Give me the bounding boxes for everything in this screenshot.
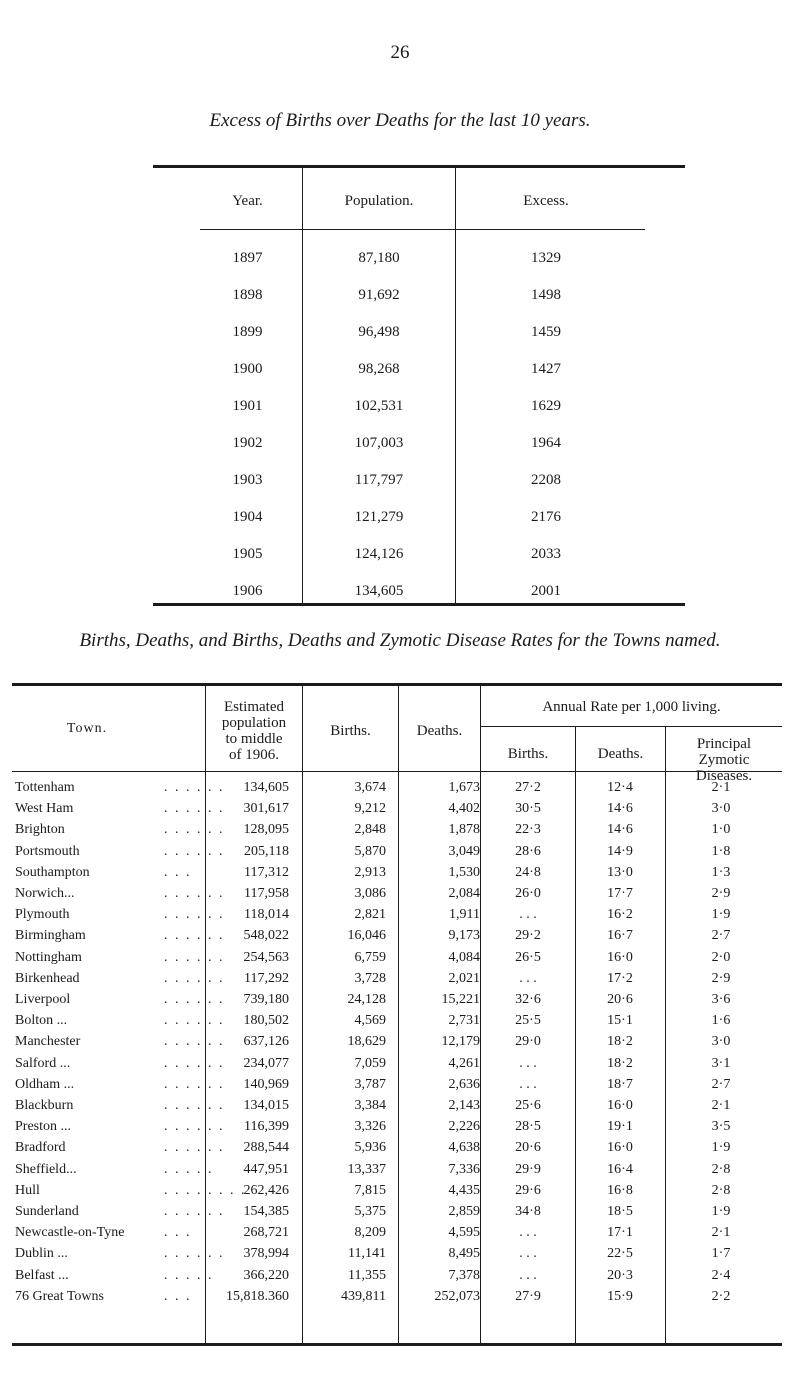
cell-town: Salford ... [15, 1055, 71, 1071]
cell-births: 7,815 [354, 1182, 386, 1198]
cell-town: Oldham ... [15, 1076, 75, 1092]
cell-birth-rate: 28·6 [515, 843, 541, 859]
cell-birth-rate: . . . [519, 1076, 537, 1092]
cell-birth-rate: 29·2 [515, 928, 541, 944]
cell-town: Southampton [15, 864, 90, 880]
table-row [12, 1139, 782, 1156]
table-row [12, 864, 782, 881]
cell-leader: . . . . . . [164, 970, 225, 986]
cell-birth-rate: . . . [519, 1055, 537, 1071]
cell-town: Belfast ... [15, 1267, 69, 1283]
excess-population-cell: 107,003 [354, 435, 404, 451]
cell-zymotic-rate: 2·9 [711, 970, 731, 986]
cell-leader: . . . . . . [164, 1055, 225, 1071]
excess-excess-cell: 2001 [531, 583, 561, 599]
cell-death-rate: 16·0 [607, 949, 633, 965]
cell-population: 118,014 [244, 907, 289, 923]
header-town: Town. [66, 721, 108, 736]
excess-excess-cell: 1498 [531, 287, 561, 303]
cell-population: 366,220 [243, 1267, 289, 1283]
table-rule [200, 229, 645, 230]
cell-deaths: 2,084 [448, 886, 480, 901]
excess-excess-cell: 1459 [531, 324, 561, 340]
table-row [12, 821, 782, 838]
cell-town: Sunderland [15, 1204, 79, 1219]
cell-death-rate: 14·9 [607, 843, 633, 859]
cell-town: Bradford [15, 1140, 66, 1156]
cell-death-rate: 16·0 [607, 1140, 633, 1156]
excess-population-cell: 121,279 [354, 509, 404, 525]
rates-table [12, 683, 782, 1363]
cell-deaths: 1,911 [449, 907, 480, 923]
cell-zymotic-rate: 1·7 [711, 1246, 731, 1262]
cell-deaths: 2,143 [448, 1098, 480, 1113]
table-row [12, 800, 782, 817]
cell-zymotic-rate: 2·8 [711, 1161, 731, 1177]
cell-leader: . . . . . . [164, 780, 225, 795]
cell-town: West Ham [15, 801, 74, 817]
cell-birth-rate: . . . [519, 907, 537, 923]
cell-births: 9,212 [354, 801, 386, 817]
table-row [12, 1182, 782, 1199]
cell-deaths: 7,336 [448, 1161, 480, 1177]
cell-zymotic-rate: 1·6 [711, 1013, 731, 1029]
cell-zymotic-rate: 1·3 [711, 864, 731, 880]
cell-deaths: 4,638 [448, 1140, 480, 1156]
cell-zymotic-rate: 3·5 [711, 1119, 731, 1135]
cell-deaths: 9,173 [448, 928, 480, 944]
cell-death-rate: 18·7 [607, 1076, 633, 1092]
cell-deaths: 1,530 [448, 864, 480, 880]
cell-deaths: 4,261 [448, 1055, 480, 1071]
cell-death-rate: 16·8 [607, 1182, 633, 1198]
cell-death-rate: 13·0 [607, 864, 633, 880]
table-row [12, 1118, 782, 1135]
table-row [12, 1161, 782, 1178]
excess-population-cell: 134,605 [354, 583, 404, 599]
cell-population: 140,969 [243, 1076, 289, 1092]
cell-deaths: 2,226 [448, 1119, 480, 1135]
cell-town: Norwich... [15, 886, 75, 901]
cell-leader: . . . . . . [164, 801, 225, 817]
cell-births: 3,326 [354, 1119, 386, 1135]
table-rule [12, 1343, 782, 1346]
header-deaths: Deaths. [416, 723, 463, 739]
excess-excess-cell: 1964 [531, 435, 561, 451]
header-zymotic-line: Principal [696, 736, 752, 752]
excess-excess-cell: 1427 [531, 361, 561, 377]
table-rule [480, 726, 782, 727]
cell-deaths: 2,731 [448, 1013, 480, 1029]
cell-death-rate: 17·2 [607, 970, 633, 986]
table-row [12, 1288, 782, 1305]
cell-leader: . . . . . . [164, 1076, 225, 1092]
cell-population: 262,426 [243, 1182, 289, 1198]
cell-deaths: 7,378 [448, 1267, 480, 1283]
cell-zymotic-rate: 1·9 [711, 907, 731, 923]
excess-excess-cell: 2176 [531, 509, 561, 525]
table-row [12, 885, 782, 902]
header-zymotic [666, 736, 782, 784]
header-zymotic-line: Diseases. [695, 768, 753, 784]
table-rule [153, 603, 685, 606]
cell-deaths: 3,049 [448, 843, 480, 859]
cell-births: 13,337 [347, 1161, 386, 1177]
cell-leader: . . . . . . [164, 1246, 225, 1262]
cell-births: 3,086 [354, 886, 386, 901]
cell-deaths: 1,673 [448, 780, 480, 795]
cell-town: Sheffield... [15, 1161, 77, 1177]
cell-birth-rate: 30·5 [515, 801, 541, 817]
table-row [12, 906, 782, 923]
excess-population-cell: 124,126 [354, 546, 404, 562]
cell-births: 3,674 [354, 780, 386, 795]
cell-births: 11,355 [348, 1267, 386, 1283]
cell-zymotic-rate: 1·0 [711, 822, 731, 838]
cell-zymotic-rate: 2·1 [711, 1225, 731, 1241]
cell-births: 5,870 [354, 843, 386, 859]
cell-zymotic-rate: 2·7 [711, 1076, 731, 1092]
cell-births: 3,384 [354, 1098, 386, 1113]
cell-leader: . . . . . . [164, 992, 225, 1007]
cell-zymotic-rate: 3·1 [711, 1055, 731, 1071]
cell-death-rate: 16·0 [607, 1098, 633, 1113]
cell-population: 378,994 [243, 1246, 289, 1262]
cell-zymotic-rate: 2·8 [711, 1182, 731, 1198]
cell-leader: . . . . . . [164, 1204, 225, 1219]
table-row [12, 843, 782, 860]
table-row [12, 1267, 782, 1284]
cell-deaths: 4,595 [448, 1225, 480, 1241]
excess-year-cell: 1901 [232, 398, 263, 414]
cell-town: Portsmouth [15, 843, 80, 859]
table-row [12, 991, 782, 1008]
excess-excess-cell: 1629 [531, 398, 561, 414]
cell-leader: . . . . . . [164, 1140, 225, 1156]
cell-deaths: 4,435 [448, 1182, 480, 1198]
excess-excess-cell: 1329 [531, 250, 561, 266]
cell-birth-rate: . . . [519, 1267, 537, 1283]
cell-death-rate: 16·4 [607, 1161, 633, 1177]
excess-year-cell: 1902 [232, 435, 263, 451]
cell-births: 2,913 [354, 864, 386, 880]
cell-deaths: 2,021 [448, 970, 480, 986]
cell-birth-rate: 27·9 [515, 1288, 541, 1304]
excess-population-cell: 91,692 [358, 287, 400, 303]
cell-birth-rate: 20·6 [515, 1140, 541, 1156]
cell-births: 3,728 [354, 970, 386, 986]
cell-deaths: 4,084 [448, 949, 480, 965]
table-row [12, 1203, 782, 1220]
cell-birth-rate: 29·6 [515, 1182, 541, 1198]
cell-population: 234,077 [243, 1055, 289, 1071]
cell-town: Birkenhead [15, 970, 80, 986]
table-row [12, 779, 782, 796]
excess-population-cell: 98,268 [358, 361, 400, 377]
cell-death-rate: 17·1 [607, 1225, 633, 1241]
header-zymotic-line: Zymotic [698, 752, 750, 768]
cell-birth-rate: 24·8 [515, 864, 541, 880]
excess-excess-cell: 2033 [531, 546, 561, 562]
cell-town: Plymouth [15, 907, 70, 923]
cell-population: 205,118 [244, 843, 289, 859]
excess-year-cell: 1898 [232, 287, 263, 303]
excess-population-cell: 117,797 [354, 472, 404, 488]
rates-table-title: Births, Deaths, and Births, Deaths and Zymotic Disease Rates for the Towns named. [79, 630, 721, 651]
excess-year-cell: 1906 [232, 583, 263, 599]
cell-birth-rate: 25·5 [515, 1013, 541, 1029]
excess-population-cell: 87,180 [358, 250, 400, 266]
cell-births: 5,375 [354, 1204, 386, 1219]
cell-population: 548,022 [243, 928, 289, 944]
cell-births: 8,209 [354, 1225, 386, 1241]
header-population-line: population [221, 715, 287, 731]
cell-deaths: 2,859 [448, 1204, 480, 1219]
header-annual-rate: Annual Rate per 1,000 living. [542, 699, 721, 715]
cell-deaths: 1,878 [448, 822, 480, 838]
cell-zymotic-rate: 3·6 [711, 992, 731, 1007]
cell-town: Manchester [15, 1034, 81, 1050]
cell-population: 447,951 [243, 1161, 289, 1177]
cell-leader: . . . . . . [164, 907, 225, 923]
cell-town: 76 Great Towns [15, 1288, 104, 1304]
cell-leader: . . . . . . [164, 843, 225, 859]
header-rate-deaths: Deaths. [597, 746, 644, 762]
cell-leader: . . . . . . [164, 928, 225, 944]
cell-birth-rate: . . . [519, 1246, 537, 1262]
cell-zymotic-rate: 3·0 [711, 801, 731, 817]
excess-year-cell: 1900 [232, 361, 263, 377]
cell-births: 7,059 [354, 1055, 386, 1071]
cell-population: 739,180 [243, 992, 289, 1007]
cell-zymotic-rate: 2·7 [711, 928, 731, 944]
header-population: Population. [344, 193, 414, 209]
cell-zymotic-rate: 2·9 [711, 886, 731, 901]
excess-table [153, 165, 685, 665]
cell-population: 180,502 [243, 1013, 289, 1029]
cell-deaths: 15,221 [441, 992, 480, 1007]
table-rule [153, 165, 685, 168]
header-year: Year. [232, 193, 263, 209]
cell-town: Hull [15, 1182, 40, 1198]
cell-zymotic-rate: 2·1 [711, 780, 731, 795]
cell-births: 18,629 [347, 1034, 386, 1050]
cell-death-rate: 22·5 [607, 1246, 633, 1262]
header-excess: Excess. [523, 193, 569, 209]
cell-zymotic-rate: 2·0 [711, 949, 731, 965]
header-births: Births. [330, 723, 371, 739]
cell-death-rate: 16·7 [607, 928, 633, 944]
cell-town: Liverpool [15, 992, 71, 1007]
excess-excess-cell: 2208 [531, 472, 561, 488]
cell-leader: . . . . . . [164, 886, 225, 901]
cell-leader: . . . [164, 1225, 192, 1241]
cell-population: 254,563 [243, 949, 289, 965]
cell-leader: . . . . . . [164, 1013, 225, 1029]
cell-death-rate: 20·6 [607, 992, 633, 1007]
cell-death-rate: 12·4 [607, 780, 633, 795]
cell-death-rate: 17·7 [607, 886, 633, 901]
cell-deaths: 8,495 [448, 1246, 480, 1262]
cell-deaths: 4,402 [448, 801, 480, 817]
cell-zymotic-rate: 1·9 [711, 1204, 731, 1219]
cell-leader: . . . [164, 1288, 192, 1304]
cell-leader: . . . . . . [164, 1034, 225, 1050]
cell-town: Blackburn [15, 1098, 74, 1113]
cell-death-rate: 19·1 [607, 1119, 633, 1135]
cell-town: Birmingham [15, 928, 86, 944]
excess-year-cell: 1897 [232, 250, 263, 266]
cell-births: 2,848 [354, 822, 386, 838]
cell-leader: . . . . . [164, 1161, 214, 1177]
cell-leader: . . . . . . [164, 1098, 225, 1113]
cell-death-rate: 18·2 [607, 1055, 633, 1071]
table-rule [12, 683, 782, 686]
header-rate-births: Births. [507, 746, 549, 762]
cell-births: 439,811 [341, 1288, 386, 1304]
cell-zymotic-rate: 2·4 [711, 1267, 731, 1283]
cell-death-rate: 18·2 [607, 1034, 633, 1050]
cell-births: 24,128 [347, 992, 386, 1007]
cell-deaths: 12,179 [441, 1034, 480, 1050]
cell-town: Dublin ... [15, 1246, 68, 1262]
cell-zymotic-rate: 2·2 [711, 1288, 731, 1304]
cell-population: 637,126 [243, 1034, 289, 1050]
cell-leader: . . . . . . [164, 1119, 225, 1135]
cell-leader: . . . . . [164, 1267, 214, 1283]
cell-town: Preston ... [15, 1119, 71, 1135]
header-population-line: Estimated [224, 699, 284, 715]
cell-births: 4,569 [354, 1013, 386, 1029]
cell-deaths: 252,073 [434, 1288, 480, 1304]
cell-birth-rate: . . . [519, 1225, 537, 1241]
excess-table-title: Excess of Births over Deaths for the last 10 years. [209, 110, 591, 131]
excess-population-cell: 96,498 [358, 324, 400, 340]
cell-birth-rate: 34·8 [515, 1204, 541, 1219]
cell-births: 3,787 [354, 1076, 386, 1092]
cell-population: 117,312 [244, 864, 289, 880]
cell-birth-rate: 32·6 [515, 992, 541, 1007]
cell-death-rate: 15·1 [607, 1013, 633, 1029]
table-row [12, 1245, 782, 1262]
cell-zymotic-rate: 2·1 [711, 1098, 731, 1113]
table-row [12, 1033, 782, 1050]
cell-death-rate: 18·5 [607, 1204, 633, 1219]
cell-population: 128,095 [243, 822, 289, 838]
cell-births: 5,936 [354, 1140, 386, 1156]
column-divider [455, 168, 456, 603]
excess-year-cell: 1899 [232, 324, 263, 340]
cell-population: 154,385 [243, 1204, 289, 1219]
cell-births: 6,759 [354, 949, 386, 965]
cell-leader: . . . . . . [164, 949, 225, 965]
cell-town: Brighton [15, 822, 65, 838]
cell-town: Nottingham [15, 949, 82, 965]
cell-death-rate: 14·6 [607, 801, 633, 817]
cell-population: 117,958 [244, 886, 289, 901]
table-row [12, 1055, 782, 1072]
cell-death-rate: 16·2 [607, 907, 633, 923]
cell-birth-rate: 25·6 [515, 1098, 541, 1113]
excess-year-cell: 1904 [232, 509, 263, 525]
cell-population: 117,292 [244, 970, 289, 986]
cell-birth-rate: 29·0 [515, 1034, 541, 1050]
cell-population: 288,544 [243, 1140, 289, 1156]
cell-population: 134,015 [243, 1098, 289, 1113]
cell-birth-rate: . . . [519, 970, 537, 986]
table-row [12, 1076, 782, 1093]
cell-leader: . . . . . . . . [164, 1182, 247, 1198]
table-row [12, 949, 782, 966]
cell-death-rate: 14·6 [607, 822, 633, 838]
excess-population-cell: 102,531 [354, 398, 404, 414]
cell-birth-rate: 26·5 [515, 949, 541, 965]
excess-year-cell: 1903 [232, 472, 263, 488]
cell-population: 134,605 [243, 780, 289, 795]
cell-town: Bolton ... [15, 1013, 68, 1029]
cell-population: 268,721 [243, 1225, 289, 1241]
cell-birth-rate: 26·0 [515, 886, 541, 901]
header-population-line: to middle [225, 731, 283, 747]
header-population-line: of 1906. [229, 747, 279, 763]
cell-zymotic-rate: 1·9 [711, 1140, 731, 1156]
cell-birth-rate: 29·9 [515, 1161, 541, 1177]
cell-population: 301,617 [243, 801, 289, 817]
cell-zymotic-rate: 1·8 [711, 843, 731, 859]
cell-town: Newcastle-on-Tyne [15, 1225, 125, 1241]
cell-birth-rate: 22·3 [515, 822, 541, 838]
excess-year-cell: 1905 [232, 546, 263, 562]
page-number: 26 [390, 42, 410, 63]
table-row [12, 927, 782, 944]
cell-population: 116,399 [244, 1119, 289, 1135]
table-row [12, 970, 782, 987]
cell-town: Tottenham [15, 780, 75, 795]
table-row [12, 1012, 782, 1029]
cell-births: 11,141 [348, 1246, 386, 1262]
cell-leader: . . . [164, 864, 192, 880]
cell-births: 2,821 [354, 907, 386, 923]
cell-death-rate: 20·3 [607, 1267, 633, 1283]
cell-births: 16,046 [347, 928, 386, 944]
table-row [12, 1097, 782, 1114]
column-divider [302, 168, 303, 603]
cell-birth-rate: 28·5 [515, 1119, 541, 1135]
header-population [206, 699, 302, 763]
cell-leader: . . . . . . [164, 822, 225, 838]
cell-death-rate: 15·9 [607, 1288, 633, 1304]
table-row [12, 1224, 782, 1241]
cell-deaths: 2,636 [448, 1076, 480, 1092]
cell-population: 15,818.360 [226, 1288, 289, 1304]
cell-birth-rate: 27·2 [515, 780, 541, 795]
cell-zymotic-rate: 3·0 [711, 1034, 731, 1050]
